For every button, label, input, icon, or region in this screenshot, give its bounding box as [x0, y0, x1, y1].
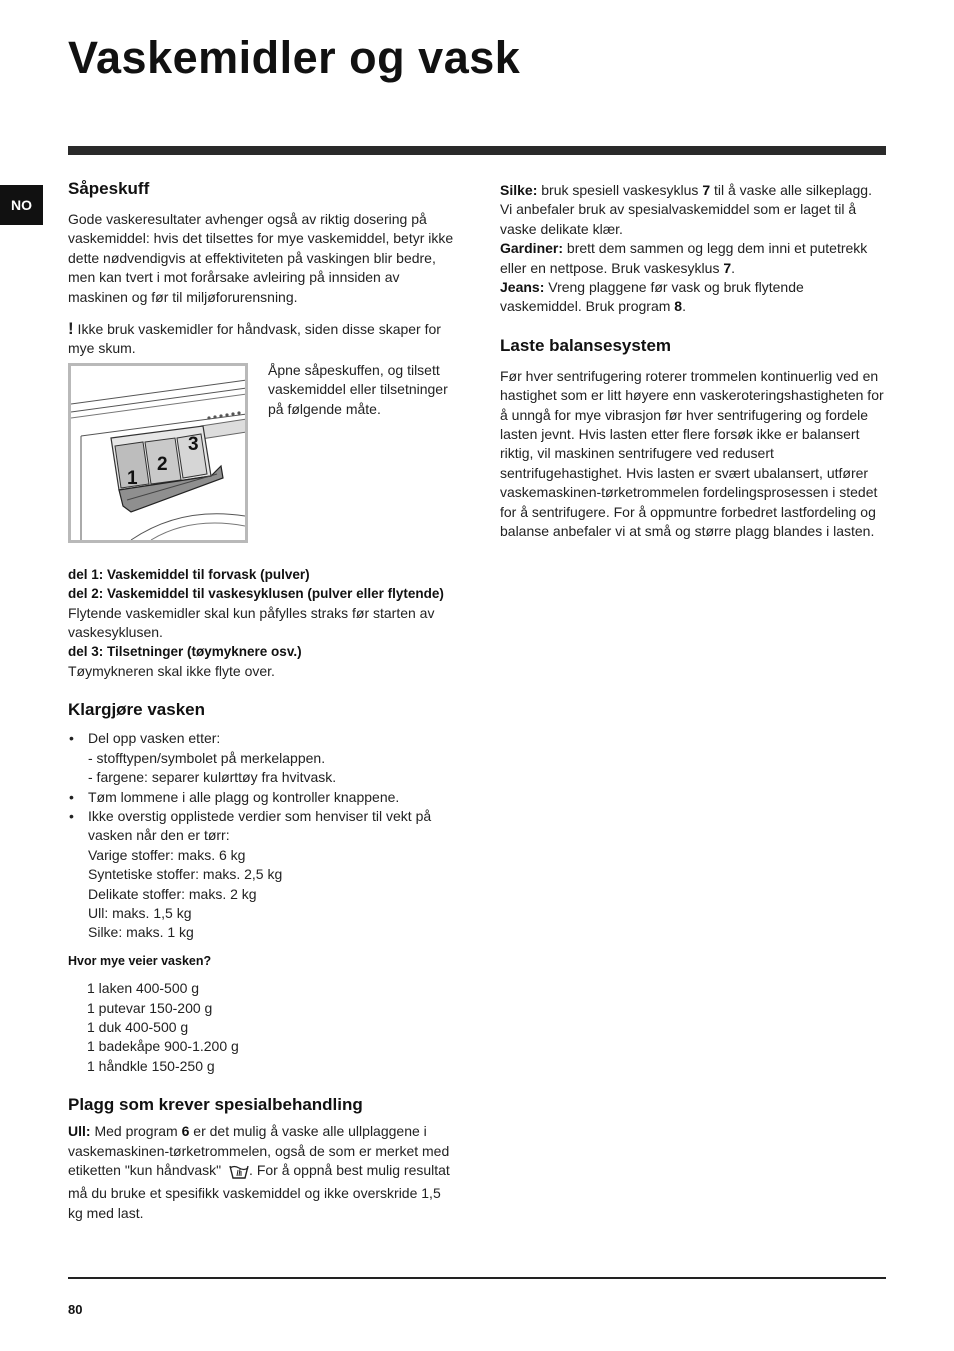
prep-sort-text: Del opp vasken etter: — [88, 730, 221, 747]
drawer-figure-row — [68, 363, 458, 543]
prep-weight-text: Ikke overstig opplistede verdier som henviser til vekt på vasken når den er tørr: — [88, 807, 432, 844]
klargjore-heading: Klargjøre vasken — [68, 700, 206, 720]
ull-paragraph — [68, 1122, 458, 1223]
section-klargjore — [68, 699, 458, 1076]
warning-icon: ! — [68, 319, 74, 339]
jeans-paragraph — [500, 278, 888, 317]
plagg-heading: Plagg som krever spesialbehandling — [68, 1095, 363, 1115]
part-1: del 1: Vaskemiddel til forvask (pulver) — [68, 566, 310, 582]
silke-program: 7 — [702, 182, 711, 198]
jeans-text-1: Vreng plaggene før vask og bruk flytende vaskemiddel. Bruk program — [500, 279, 804, 315]
limit-item: Silke: maks. 1 kg — [88, 924, 194, 941]
limit-item: Syntetiske stoffer: maks. 2,5 kg — [88, 866, 283, 883]
laste-text: Før hver sentrifugering roterer trommelen kontinuerlig ved en hastighet som er litt høyere enn vaskeroteringshastigheten for å unngå for mye vibrasjon før hver sentrifugering og fordele lasten jevnt. Hvis lasten etter flere forsøk ikke er balansert riktig, vil maskinen sentrifugere ved redusert sentrifugehastighet. Hvis lasten er svært ubalansert, utfører vaskemaskinen-tørketrommelen fordelingsprosessen i stedet for å sentrifugere. For å oppmuntre forbedret lastfordeling og balanse anbefaler vi at små og større plagg blandes i lasten. — [500, 367, 884, 540]
gardiner-program: 7 — [723, 259, 732, 276]
jeans-program: 8 — [674, 298, 683, 315]
ull-text-2: er det mulig å vaske alle ullplaggene i vaskemaskinen-tørketrommelen, også de som er merket med etiketten "kun håndvask" — [68, 1123, 450, 1178]
silke-paragraph — [500, 181, 888, 239]
drawer-instruction: Åpne såpeskuffen, og tilsett vaskemiddel eller tilsetninger på følgende måte. — [268, 361, 448, 417]
part-2: del 2: Vaskemiddel til vaskesyklusen (pulver eller flytende) — [68, 586, 444, 602]
limit-item: Delikate stoffer: maks. 2 kg — [88, 885, 257, 902]
weight-item: 1 duk 400-500 g — [87, 1018, 189, 1035]
list-item — [68, 729, 458, 787]
section-plagg — [68, 1094, 458, 1223]
weight-item: 1 putevar 150-200 g — [87, 999, 213, 1016]
compartment-2-label: 2 — [157, 453, 168, 475]
weight-question: Hvor mye veier vasken? — [68, 953, 212, 968]
warning-text — [68, 319, 458, 359]
compartment-1-label: 1 — [127, 467, 138, 489]
gardiner-paragraph — [500, 239, 888, 278]
list-item — [68, 807, 458, 943]
title-rule — [68, 146, 886, 155]
jeans-label: Jeans: — [500, 279, 545, 296]
warning-body: Ikke bruk vaskemidler for håndvask, siden disse skaper for mye skum. — [68, 321, 441, 357]
section-sapeskuff — [68, 178, 458, 681]
ull-label: Ull: — [68, 1123, 91, 1140]
weight-list — [68, 979, 458, 1076]
ull-text-3: . For å oppnå best mulig resultat må du bruke et spesifikk vaskemiddel og ikke overskride 1,5 kg med last. — [68, 1162, 450, 1221]
drawer-parts — [68, 565, 458, 681]
detergent-drawer-illustration — [71, 366, 245, 540]
sapeskuff-intro: Gode vaskeresultater avhenger også av riktig dosering på vaskemiddel: hvis det tilsettes for mye vaskemiddel, betyr ikke dette nødvendigvis at effektiviteten på vaskingen blir bedre, men kan tvert i mot forårsake avleiring på innsiden av maskinen og før til miljøforurensning. — [68, 211, 454, 305]
weight-item: 1 håndkle 150-250 g — [87, 1057, 215, 1074]
language-tab: NO — [0, 185, 43, 225]
limit-item: Varige stoffer: maks. 6 kg — [88, 846, 246, 863]
prep-pockets-text: Tøm lommene i alle plagg og kontroller knappene. — [88, 788, 400, 805]
gardiner-text-2: . — [731, 259, 736, 276]
silke-text-1: bruk spesiell vaskesyklus — [537, 182, 703, 198]
sapeskuff-heading: Såpeskuff — [68, 179, 150, 198]
left-column — [68, 178, 458, 1223]
part-2-note: Flytende vaskemidler skal kun påfylles straks før starten av vaskesyklusen. — [68, 604, 435, 641]
compartment-3-label: 3 — [188, 433, 199, 455]
weight-item: 1 laken 400-500 g — [87, 980, 200, 997]
gardiner-label: Gardiner: — [500, 240, 564, 257]
jeans-text-2: . — [682, 298, 686, 315]
ull-program: 6 — [181, 1123, 190, 1140]
laste-heading: Laste balansesystem — [500, 335, 672, 355]
silke-label: Silke: — [500, 182, 538, 198]
ull-text-1: Med program — [90, 1123, 182, 1140]
detergent-drawer-figure — [68, 363, 248, 543]
prep-sort-sub-1: - stofftypen/symbolet på merkelappen. — [88, 749, 326, 766]
prep-list — [68, 729, 458, 942]
list-item — [68, 788, 458, 807]
handwash-icon — [229, 1163, 249, 1184]
prep-sort-sub-2: - fargene: separer kulørttøy fra hvitvask. — [88, 769, 337, 786]
silke-text-2: til å vaske alle silkeplagg. Vi anbefaler bruk av spesialvaskemiddel som er laget til å vaske delikate klær. — [500, 182, 872, 237]
right-column — [500, 181, 888, 542]
weight-item: 1 badekåpe 900-1.200 g — [87, 1038, 239, 1055]
section-laste — [500, 335, 888, 542]
page-title: Vaskemidler og vask — [68, 32, 521, 83]
part-3-note: Tøymykneren skal ikke flyte over. — [68, 662, 275, 679]
limit-item: Ull: maks. 1,5 kg — [88, 904, 192, 921]
page-number: 80 — [68, 1302, 83, 1317]
gardiner-text-1: brett dem sammen og legg dem inni et putetrekk eller en nettpose. Bruk vaskesyklus — [500, 240, 868, 276]
footer-rule — [68, 1277, 886, 1279]
part-3: del 3: Tilsetninger (tøymyknere osv.) — [68, 644, 302, 660]
